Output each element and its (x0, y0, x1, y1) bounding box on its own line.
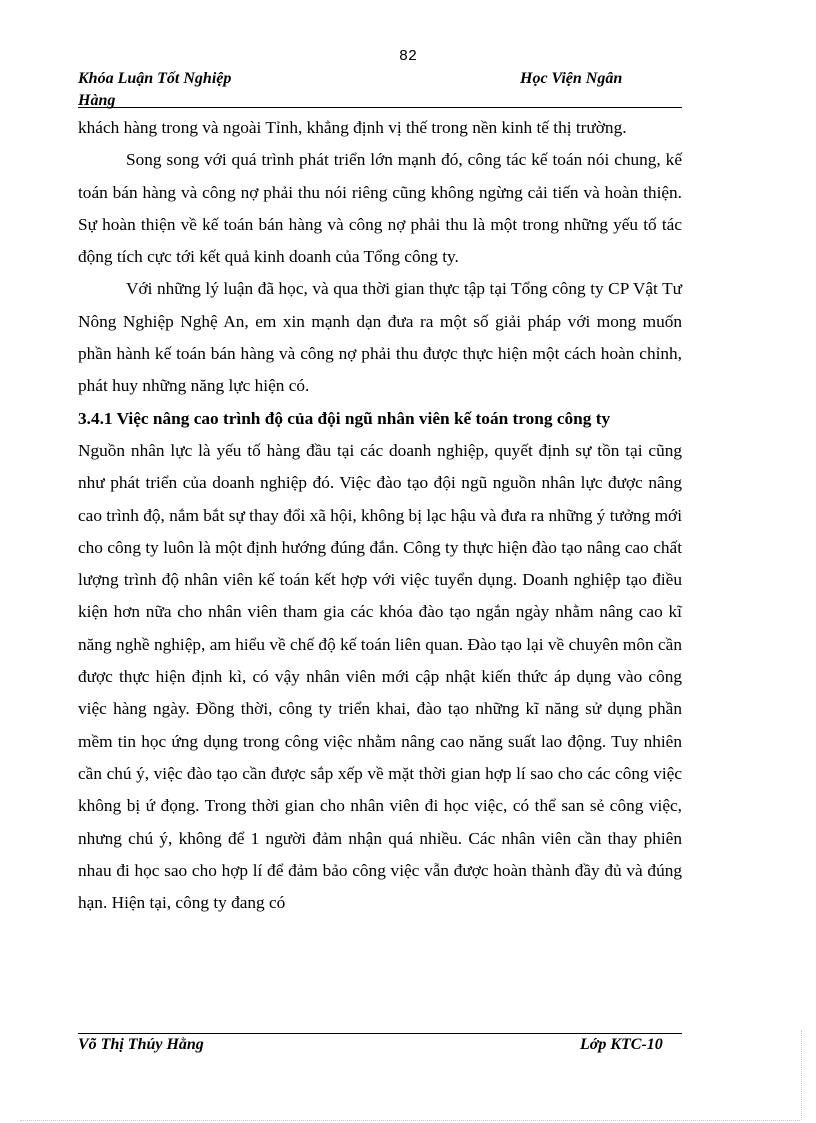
header-divider (78, 107, 682, 108)
footer-divider (78, 1033, 682, 1034)
header-institution: Học Viện Ngân (520, 70, 623, 87)
body-paragraph: Nguồn nhân lực là yếu tố hàng đầu tại các doanh nghiệp, quyết định sự tồn tại cũng như phát triển của doanh nghiệp đó. Việc đào tạo đội ngũ nguồn nhân lực được nâng cao trình độ, nắm bắt sự thay đổi xã hội, không bị lạc hậu và đưa ra những ý tưởng mới cho công ty luôn là một định hướng đúng đắn. Công ty thực hiện đào tạo nâng cao chất lượng trình độ nhân viên kế toán kết hợp với việc tuyển dụng. Doanh nghiệp tạo điều kiện hơn nữa cho nhân viên tham gia các khóa đào tạo ngắn ngày nhằm nâng cao kĩ năng nghề nghiệp, am hiểu về chế độ kế toán liên quan. Đào tạo lại về chuyên môn cần được thực hiện định kì, có vậy nhân viên mới cập nhật kiến thức áp dụng vào công việc hàng ngày. Đồng thời, công ty triển khai, đào tạo những kĩ năng sử dụng phần mềm tin học ứng dụng trong công việc nhằm nâng cao năng suất lao động. Tuy nhiên cần chú ý, việc đào tạo cần được sắp xếp về mặt thời gian hợp lí sao cho các công việc không bị ứ đọng. Trong thời gian cho nhân viên đi học việc, có thể san sẻ công việc, nhưng chú ý, không để 1 người đảm nhận quá nhiều. Các nhân viên cần thay phiên nhau đi học sao cho hợp lí để đảm bảo công việc vẫn được hoàn thành đầy đủ và đúng hạn. Hiện tại, công ty đang có (78, 440, 682, 913)
body-paragraph: Với những lý luận đã học, và qua thời gian thực tập tại Tổng công ty CP Vật Tư Nông Nghiệp Nghệ An, em xin mạnh dạn đưa ra một số giải pháp với mong muốn phần hành kế toán bán hàng và công nợ phải thu được thực hiện một cách hoàn chỉnh, phát huy những năng lực hiện có. (78, 279, 682, 396)
document-body (78, 112, 682, 919)
section-heading: 3.4.1 Việc nâng cao trình độ của đội ngũ nhân viên kế toán trong công ty (78, 408, 611, 428)
header-thesis-title: Khóa Luận Tốt Nghiệp (78, 70, 232, 87)
header-institution-continued: Hàng (78, 92, 116, 109)
body-paragraph: khách hàng trong và ngoài Tỉnh, khẳng định vị thế trong nền kinh tế thị trường. (78, 118, 627, 137)
page-edge-right (801, 1030, 802, 1120)
page-number: 82 (398, 48, 417, 65)
footer-author: Võ Thị Thúy Hằng (78, 1036, 204, 1053)
page-edge-bottom (20, 1120, 800, 1121)
header-left (78, 68, 268, 112)
footer-class: Lớp KTC-10 (580, 1036, 663, 1053)
body-paragraph: Song song với quá trình phát triển lớn mạnh đó, công tác kế toán nói chung, kế toán bán hàng và công nợ phải thu nói riêng cũng không ngừng cải tiến và hoàn thiện. Sự hoàn thiện về kế toán bán hàng và công nợ phải thu là một trong những yếu tố tác động tích cực tới kết quả kinh doanh của Tổng công ty. (78, 150, 682, 267)
